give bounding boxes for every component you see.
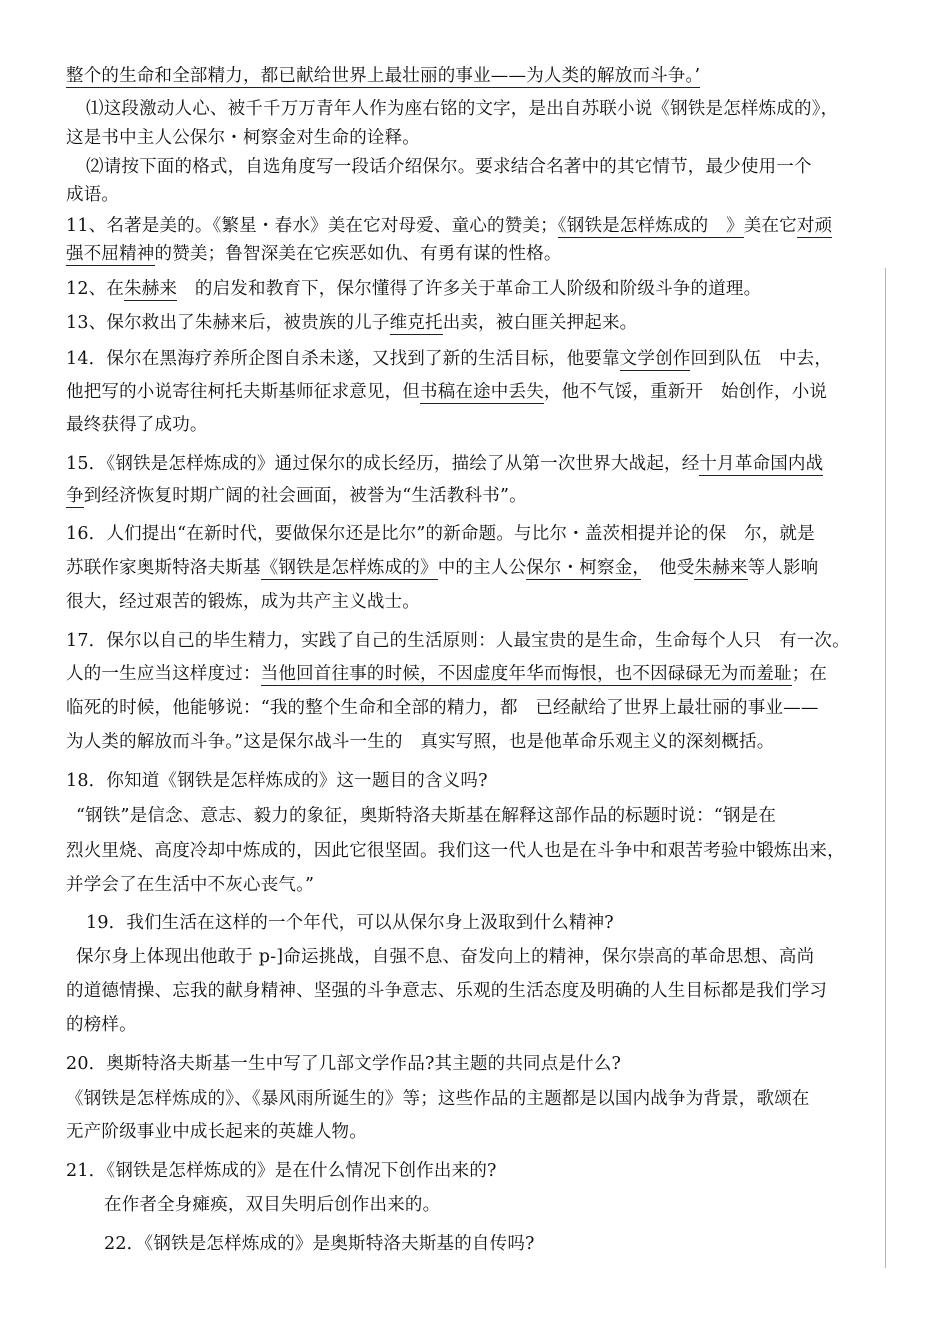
line-text: 无产阶级事业中成长起来的英雄人物。 <box>66 1122 367 1142</box>
underlined-answer: 文学创作 <box>619 349 691 369</box>
line-text: 14．保尔在黑海疗养所企图自杀未遂，又找到了新的生活目标，他要靠 <box>66 349 620 369</box>
line-text: 到经济恢复时期广阔的社会画面，被誉为“生活教科书”。 <box>83 486 527 506</box>
question-11 <box>66 214 832 238</box>
line-text: 烈火里烧、高度冷却中炼成的，因此它很坚固。我们这一代人也是在斗争中和艰苦考验中锻炼出来， <box>66 841 845 861</box>
line-text: 17．保尔以自己的毕生精力，实践了自己的生活原则：人最宝贵的是生命，生命每个人只 有一次。 <box>66 631 850 651</box>
question-17 <box>66 629 850 653</box>
text-line <box>66 380 827 404</box>
question-13 <box>66 311 637 335</box>
line-text: 16．人们提出“在新时代，要做保尔还是比尔”的新命题。与比尔・盖茨相提并论的保 尔，就是 <box>66 524 815 544</box>
line-text: ⑵请按下面的格式，自选角度写一段话介绍保尔。要求结合名著中的其它情节，最少使用一个 <box>86 157 812 177</box>
underlined-answer: 保尔・柯察金， <box>526 558 642 578</box>
question-18 <box>66 769 488 793</box>
text-line <box>66 696 819 720</box>
line-text: 临死的时候，他能够说：“我的整个生命和全部的精力，都 已经献给了世界上最壮丽的事业—— <box>66 698 819 718</box>
line-text: 22．《钢铁是怎样炼成的》是奥斯特洛夫斯基的自传吗? <box>104 1234 535 1254</box>
text-line <box>66 242 562 266</box>
question-12 <box>66 277 761 301</box>
line-text: 19．我们生活在这样的一个年代，可以从保尔身上汲取到什么精神? <box>86 913 614 933</box>
underlined-answer: 朱赫来 <box>124 279 178 299</box>
answer-21 <box>104 1193 440 1217</box>
question-15 <box>66 452 823 476</box>
question-20 <box>66 1052 621 1076</box>
text-line <box>86 155 812 179</box>
underlined-answer: 《钢铁是怎样炼成的 》 <box>557 216 744 236</box>
underlined-answer: 十月革命国内战 <box>699 454 824 474</box>
line-text: 人的一生应当这样度过： <box>66 664 261 684</box>
line-text: 的启发和教育下，保尔懂得了许多关于革命工人阶级和阶级斗争的道理。 <box>194 279 762 299</box>
line-text: 的赞美；鲁智深美在它疾恶如仇、有勇有谋的性格。 <box>154 244 562 264</box>
line-text: 《钢铁是怎样炼成的》、《暴风雨所诞生的》等；这些作品的主题都是以国内战争为背景，歌颂在 <box>66 1089 810 1109</box>
line-text: 这是书中主人公保尔・柯察金对生命的诠释。 <box>66 128 420 148</box>
underlined-answer: 当他回首往事的时候，不因虚度年华而悔恨，也不因碌碌无为而羞耻 <box>260 664 792 684</box>
text-line <box>66 730 774 754</box>
text-line <box>66 413 208 437</box>
line-text: 20．奥斯特洛夫斯基一生中写了几部文学作品?其主题的共同点是什么? <box>66 1054 622 1074</box>
underlined-answer: 对顽 <box>796 216 833 236</box>
line-text: 18．你知道《钢铁是怎样炼成的》这一题目的含义吗? <box>66 771 488 791</box>
line-text: 11、名著是美的。《繁星・春水》美在它对母爱、童心的赞美； <box>66 216 558 236</box>
question-22 <box>104 1232 535 1256</box>
line-text: 12、在 <box>66 279 125 299</box>
line-text: 苏联作家奥斯特洛夫斯基 <box>66 558 261 578</box>
question-21 <box>66 1159 497 1183</box>
line-text: ，他不气馁，重新开 始创作，小说 <box>543 382 828 402</box>
line-text: 13、保尔救出了朱赫来后，被贵族的儿子 <box>66 313 390 333</box>
line-text: 为人类的解放而斗争。”这是保尔战斗一生的 真实写照，也是他革命乐观主义的深刻概括。 <box>66 732 775 752</box>
underlined-answer: 强不屈精神 <box>66 244 155 264</box>
line-text: 最终获得了成功。 <box>66 415 208 435</box>
text-line <box>66 126 420 150</box>
text-line <box>66 183 119 207</box>
line-text: “钢铁”是信念、意志、毅力的象征，奥斯特洛夫斯基在解释这部作品的标题时说：“钢是在 <box>76 806 777 826</box>
line-text: 中的主人公 <box>437 558 527 578</box>
underlined-answer: 维克托 <box>389 313 443 333</box>
question-19 <box>86 911 614 935</box>
text-line <box>66 979 827 1003</box>
text-line <box>66 1120 367 1144</box>
text-line <box>66 873 314 897</box>
underlined-answer: 书稿在途中丢失 <box>420 382 544 402</box>
text-line <box>86 97 838 121</box>
line-text: 美在它 <box>743 216 797 236</box>
answer-20 <box>66 1087 810 1111</box>
line-text: 15．《钢铁是怎样炼成的》通过保尔的成长经历，描绘了从第一次世界大战起，经 <box>66 454 700 474</box>
line-text: 保尔身上体现出他敢于 p-]命运挑战，自强不息、奋发向上的精神，保尔崇高的革命思想、高尚 <box>76 947 815 967</box>
underlined-answer: 整个的生命和全部精力，都已献给世界上最壮丽的事业——为人类的解放而斗争。’ <box>66 66 701 86</box>
line-text: 很大，经过艰苦的锻炼，成为共产主义战士。 <box>66 592 420 612</box>
line-text: 在作者全身瘫痪，双目失明后创作出来的。 <box>104 1195 441 1215</box>
underlined-answer: 朱赫来 <box>694 558 748 578</box>
text-line <box>66 484 527 508</box>
line-text: 回到队伍 中去， <box>690 349 833 369</box>
line-text: ；在 <box>791 664 828 684</box>
text-line <box>66 556 818 580</box>
text-line <box>66 1013 137 1037</box>
question-14 <box>66 347 832 371</box>
line-text: 出卖，被白匪关押起来。 <box>442 313 638 333</box>
line-text: 成语。 <box>66 185 120 205</box>
line-text: 21．《钢铁是怎样炼成的》是在什么情况下创作出来的? <box>66 1161 497 1181</box>
margin-rule-line <box>885 268 886 1268</box>
text-line <box>66 590 420 614</box>
text-line <box>66 662 827 686</box>
line-text: 并学会了在生活中不灰心丧气。” <box>66 875 315 895</box>
answer-18 <box>76 804 776 828</box>
question-16 <box>66 522 815 546</box>
text-line <box>66 64 700 88</box>
answer-19 <box>76 945 814 969</box>
underlined-answer: 争 <box>66 486 84 506</box>
line-text: 等人影响 <box>747 558 819 578</box>
line-text: ⑴这段激动人心、被千千万万青年人作为座右铭的文字，是出自苏联小说《钢铁是怎样炼成的》， <box>86 99 839 119</box>
line-text: 的榜样。 <box>66 1015 137 1035</box>
line-text: 他受 <box>641 558 695 578</box>
text-line <box>66 839 845 863</box>
line-text: 的道德情操、忘我的献身精神、坚强的斗争意志、乐观的生活态度及明确的人生目标都是我们学习 <box>66 981 828 1001</box>
line-text: 他把写的小说寄往柯托夫斯基师征求意见，但 <box>66 382 420 402</box>
underlined-answer: 《钢铁是怎样炼成的》 <box>260 558 438 578</box>
